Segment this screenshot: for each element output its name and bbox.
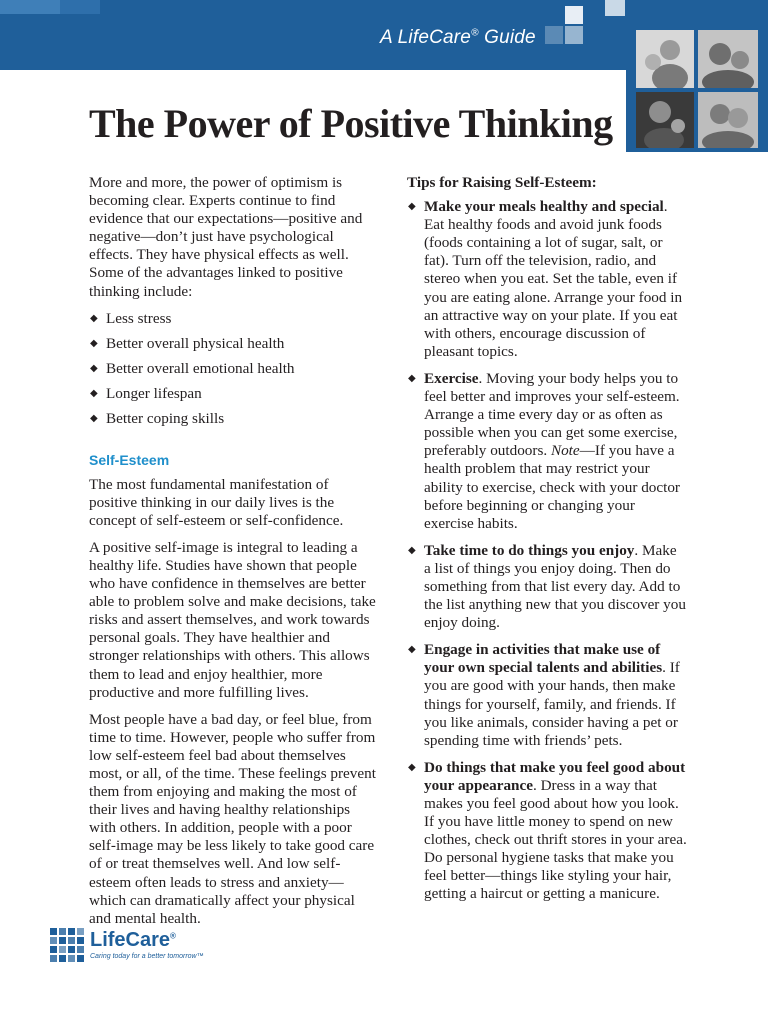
tip-item [407, 370, 687, 533]
diamond-bullet-icon: ◆ [90, 363, 98, 375]
self-esteem-paragraph: Most people have a bad day, or feel blue, from time to time. However, people who suffer from low self-esteem feel bad about themselves most, or all, of the time. These feelings prevent them from enjoying and making the most of their lives and having healthy relationships with others. In addition, people with a poor self-image may be less likely to take good care of or treat themselves well. And low self-esteem often leads to stress and anxiety—which can dramatically affect your physical and mental health. [89, 710, 376, 927]
photo-couple [698, 92, 758, 148]
tip-title: Make your meals healthy and special [424, 198, 664, 216]
tip-text: . If you are good with your hands, then make things for yourself, family, and friends. If you like animals, consider having a pet or spending time with friends’ pets. [424, 659, 680, 749]
header-square [565, 26, 583, 44]
page-title: The Power of Positive Thinking [89, 101, 613, 146]
tips-heading: Tips for Raising Self-Esteem: [407, 174, 597, 191]
diamond-bullet-icon: ◆ [90, 413, 98, 425]
diamond-bullet-icon: ◆ [408, 644, 416, 656]
photo-collage [626, 10, 768, 152]
diamond-bullet-icon: ◆ [90, 312, 98, 324]
tip-note-label: Note [550, 442, 580, 460]
advantages-list [89, 310, 379, 429]
tips-list [407, 198, 687, 903]
tip-item [407, 759, 687, 904]
diamond-bullet-icon: ◆ [90, 388, 98, 400]
logo-tagline: Caring today for a better tomorrow™ [90, 953, 204, 960]
photo-father-child [636, 92, 694, 148]
header-band-accent [0, 0, 60, 14]
diamond-bullet-icon: ◆ [408, 372, 416, 384]
header-band-accent [60, 0, 100, 14]
list-item: ◆ Better overall physical health [90, 334, 285, 352]
diamond-bullet-icon: ◆ [408, 201, 416, 213]
header-square [545, 26, 563, 44]
tip-item [407, 641, 687, 750]
header-square [565, 6, 583, 24]
left-column [89, 174, 379, 937]
diamond-bullet-icon: ◆ [90, 337, 98, 349]
list-item: ◆ Longer lifespan [90, 385, 202, 403]
tip-text: . Moving your body helps you to feel better and improves your self-esteem. Arrange a time every day or as often as possible when you can get some exercise, preferably outdoors. [424, 369, 680, 460]
tip-title: Engage in activities that make use of your own special talents and abilities [424, 641, 663, 677]
list-item: ◆ Better coping skills [90, 410, 225, 428]
intro-paragraph: More and more, the power of optimism is becoming clear. Experts continue to find evidence that our expectations—positive and negative—don’t just have psychological effects. They have physical effects as well. Some of the advantages linked to positive thinking include: [89, 174, 363, 300]
self-esteem-paragraph: The most fundamental manifestation of positive thinking in our daily lives is the concept of self-esteem or self-confidence. [89, 475, 344, 529]
tip-title: Take time to do things you enjoy [424, 541, 635, 559]
tip-title: Exercise [424, 369, 479, 387]
diamond-bullet-icon: ◆ [408, 761, 416, 773]
tip-text: . Make a list of things you enjoy doing. Then do something from that list every day. Add to the list anything new that you discover you enjoy doing. [424, 541, 686, 632]
tip-item [407, 198, 687, 361]
tip-note-text: —If you have a health problem that may restrict your ability to exercise, check with your doctor before beginning or changing your exercise habits. [424, 442, 680, 532]
photo-mother-child [698, 30, 758, 88]
header-square [605, 0, 625, 16]
tip-text: . Dress in a way that makes you feel good about how you look. If you have little money to spend on new clothes, check out thrift stores in your area. Do personal hygiene tasks that make you feel better—things like styling your hair, getting a haircut or getting a manicure. [424, 776, 687, 903]
tip-item [407, 542, 687, 632]
tip-text: . Eat healthy foods and avoid junk foods (foods containing a lot of sugar, salt, or fat). Turn off the television, radio, and stereo when you eat. Set the table, even if you are eating alone. Arrange your food in an attractive way on your plate. If you eat with others, encourage discussion of pleasant topics. [424, 198, 683, 360]
logo-wordmark: LifeCare® [90, 929, 176, 951]
right-column [407, 174, 687, 913]
self-esteem-heading: Self-Esteem [89, 451, 170, 468]
diamond-bullet-icon: ◆ [408, 544, 416, 556]
photo-family [636, 30, 694, 88]
tip-title: Do things that make you feel good about your appearance [424, 758, 686, 794]
logo-grid-icon [50, 928, 84, 962]
list-item: ◆ Less stress [90, 309, 172, 327]
self-esteem-paragraph: A positive self-image is integral to leading a healthy life. Studies have shown that people who have confidence in themselves are better able to problem solve and make decisions, take risks and assert themselves, and work towards personal goals. They have healthier and stronger relationships with others. This allows them to lead and enjoy healthier, more productive and more fulfilling lives. [89, 538, 376, 701]
list-item: ◆ Better overall emotional health [90, 360, 295, 378]
guide-title: A LifeCare® Guide [380, 27, 536, 48]
